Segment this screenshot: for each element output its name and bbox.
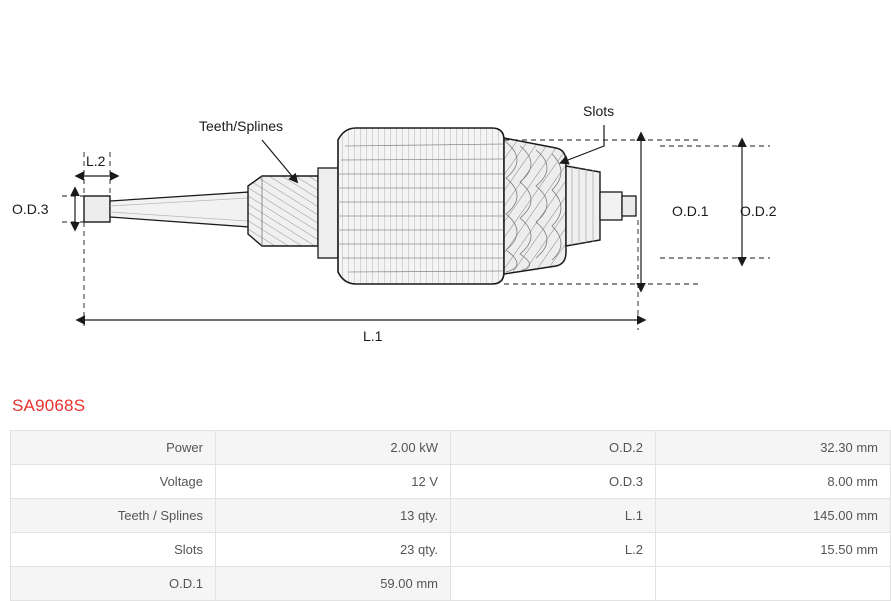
spec-value: 12 V (216, 465, 451, 499)
table-row (11, 431, 891, 465)
callout-teeth-splines (199, 118, 292, 176)
spec-label: Power (11, 431, 216, 465)
spec-value: 32.30 mm (656, 431, 891, 465)
dimension-od2 (660, 146, 777, 258)
spec-label: Voltage (11, 465, 216, 499)
spec-value: 2.00 kW (216, 431, 451, 465)
table-row (11, 499, 891, 533)
spec-value-empty (656, 567, 891, 601)
spec-label: L.2 (451, 533, 656, 567)
dimension-od3 (12, 196, 90, 222)
spec-label: O.D.3 (451, 465, 656, 499)
table-row (11, 567, 891, 601)
part-code: SA9068S (12, 396, 86, 415)
spec-label: L.1 (451, 499, 656, 533)
spec-value: 59.00 mm (216, 567, 451, 601)
label-slots: Slots (583, 103, 615, 119)
callout-slots (568, 103, 614, 160)
spec-value: 15.50 mm (656, 533, 891, 567)
table-row (11, 465, 891, 499)
dimension-l2 (84, 152, 110, 196)
label-teeth-splines: Teeth/Splines (199, 118, 284, 134)
specifications-table (10, 430, 878, 601)
spec-value: 23 qty. (216, 533, 451, 567)
spec-label: Teeth / Splines (11, 499, 216, 533)
spec-label: O.D.2 (451, 431, 656, 465)
label-od3: O.D.3 (12, 201, 49, 217)
spec-value: 145.00 mm (656, 499, 891, 533)
spec-value: 8.00 mm (656, 465, 891, 499)
label-l1: L.1 (363, 328, 383, 344)
spec-label: O.D.1 (11, 567, 216, 601)
spec-value: 13 qty. (216, 499, 451, 533)
armature-body (84, 128, 636, 284)
table-row (11, 533, 891, 567)
label-od1: O.D.1 (672, 203, 709, 219)
label-l2: L.2 (86, 153, 106, 169)
spec-label-empty (451, 567, 656, 601)
spec-label: Slots (11, 533, 216, 567)
label-od2: O.D.2 (740, 203, 777, 219)
